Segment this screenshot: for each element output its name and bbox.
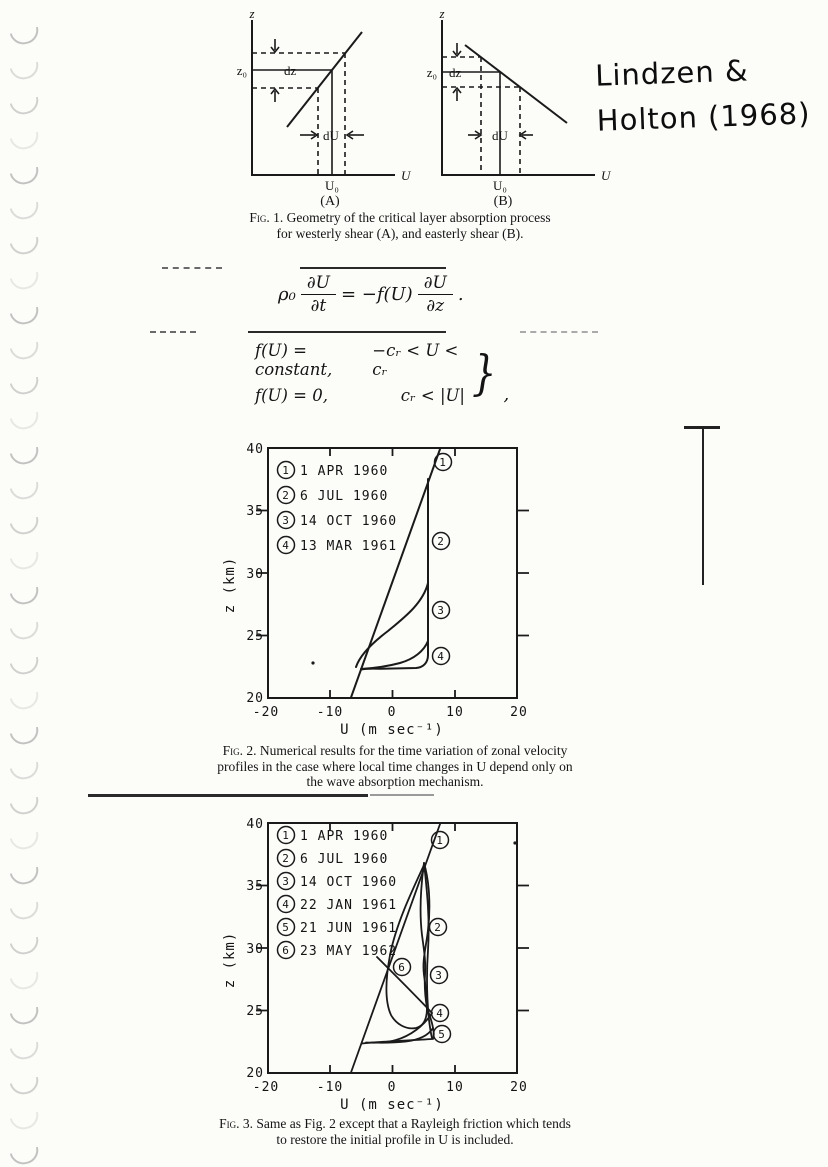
fig1-panelB-du-label: dU	[492, 128, 508, 143]
binder-hole-shadow	[10, 692, 42, 713]
binder-hole-shadow	[10, 27, 42, 48]
binder-hole-shadow	[10, 62, 42, 83]
binder-hole-shadow	[10, 937, 42, 958]
fig2-curve-badges	[433, 454, 452, 665]
binder-hole-shadow	[10, 762, 42, 783]
fig1-panelA-du-label: dU	[323, 128, 339, 143]
fig1-caption-label: Fig. 1.	[249, 210, 284, 225]
handwriting-line1: Lindzen &	[594, 53, 750, 93]
binder-hole-shadow	[10, 1147, 42, 1167]
fig3-xtick-10: 10	[446, 1080, 464, 1095]
fig2-badge-num-3: 3	[437, 604, 445, 617]
fig2-ytick-25: 25	[246, 629, 264, 644]
binder-hole-shadow	[10, 972, 42, 993]
fig3-legend-num-3: 3	[282, 875, 290, 888]
scan-rule-fragment	[370, 794, 434, 796]
binder-hole-shadow	[10, 727, 42, 748]
fig1-caption-line1: Fig. 1. Geometry of the critical layer absorption process	[249, 210, 551, 225]
fig3-ytick-20: 20	[246, 1066, 264, 1081]
binder-hole-shadow	[10, 412, 42, 433]
fig2-xtick-m20: -20	[252, 705, 280, 720]
binder-hole-shadow	[10, 657, 42, 678]
fig2-plot	[220, 435, 540, 740]
fig3-xtick-m20: -20	[252, 1080, 280, 1095]
fig3-legend-label-4: 22 JAN 1961	[300, 898, 398, 913]
fig1-panelB-tag: (B)	[493, 194, 513, 208]
fig1-panelB-z0-label: z₀	[426, 65, 437, 80]
fig2-legend-label-2: 6 JUL 1960	[300, 489, 389, 504]
fig2-legend-label-3: 14 OCT 1960	[300, 514, 398, 529]
fig3-legend-num-4: 4	[282, 898, 290, 911]
fig1-panelB-uaxis-label: U	[601, 168, 611, 183]
fig1-panelA-tag: (A)	[320, 194, 340, 208]
fig3-legend-num-1: 1	[282, 829, 290, 842]
fig2-legend-label-1: 1 APR 1960	[300, 464, 389, 479]
fig1-caption	[205, 210, 595, 241]
fig3-ytick-35: 35	[246, 879, 264, 894]
handwriting-line2: Holton (1968)	[596, 96, 812, 138]
binder-hole-shadow	[10, 867, 42, 888]
fig2-legend	[278, 462, 398, 555]
fig3-caption-label: Fig. 3.	[219, 1116, 253, 1131]
fig2-yaxis-title: z (km)	[222, 556, 238, 614]
binder-hole-shadow	[10, 1007, 42, 1028]
scan-rule-fragment	[150, 331, 196, 333]
fig2-plot-frame	[268, 448, 517, 698]
fig3-legend-label-5: 21 JUN 1961	[300, 921, 398, 936]
eq1-coefficient: ρ₀	[278, 284, 296, 305]
fig3-ytick-30: 30	[246, 942, 264, 957]
binder-hole-shadow	[10, 832, 42, 853]
fig1-panelB-u0-label: U₀	[493, 178, 507, 193]
fig2-legend-num-4: 4	[282, 539, 290, 552]
eq1-fraction-lhs: $\frac{\partial U}{\partial t}$	[301, 273, 336, 316]
eq1-period: .	[457, 284, 464, 305]
fig2-xtick-10: 10	[446, 705, 464, 720]
binder-hole-shadow	[10, 1112, 42, 1133]
binder-hole-shadow	[10, 1077, 42, 1098]
margin-mark-vertical	[702, 427, 704, 585]
fig2-ytick-40: 40	[246, 442, 264, 457]
fig1-panelB-dz-label: dz	[449, 65, 462, 80]
equation-momentum	[278, 273, 464, 316]
fig2-xtick-m10: -10	[316, 705, 344, 720]
eq2-rows	[255, 341, 465, 405]
fig2-curves	[351, 448, 441, 698]
eq2-comma: ,	[503, 384, 510, 405]
fig2-legend-num-3: 3	[282, 514, 290, 527]
fig1-panelA-z0-label: z₀	[236, 63, 247, 78]
eq1-middle: = −f(U)	[340, 284, 413, 305]
fig1-diagram	[200, 10, 620, 208]
binder-hole-shadow	[10, 272, 42, 293]
fig1-caption-line2: for westerly shear (A), and easterly shear (B).	[276, 225, 524, 241]
fig2-caption-label: Fig. 2.	[222, 743, 257, 758]
fig2-xtick-0: 0	[387, 705, 397, 720]
binder-hole-shadow	[10, 1042, 42, 1063]
fig3-legend-label-1: 1 APR 1960	[300, 829, 389, 844]
fig3-legend-num-5: 5	[282, 921, 290, 934]
fig3-legend	[278, 827, 398, 960]
binder-hole-shadow	[10, 97, 42, 118]
binder-hole-shadow	[10, 342, 42, 363]
scan-rule	[248, 331, 446, 333]
fig3-legend-label-3: 14 OCT 1960	[300, 875, 398, 890]
fig3-badge-num-4: 4	[436, 1007, 444, 1020]
fig1-panelB-axes	[442, 20, 595, 175]
margin-mark-top	[684, 426, 720, 429]
fig1-panelA-axes	[252, 20, 395, 175]
fig3-badge-num-6: 6	[398, 961, 406, 974]
fig3-xaxis-title: U (m sec⁻¹)	[340, 1097, 444, 1113]
fig3-caption-line1: Fig. 3. Same as Fig. 2 except that a Rayleigh friction which tends	[219, 1116, 571, 1131]
fig3-xtick-m10: -10	[316, 1080, 344, 1095]
fig2-badge-num-1: 1	[439, 456, 447, 469]
fig2-caption	[140, 743, 650, 790]
fig2-ticks	[256, 448, 529, 698]
fig3-curve-4	[366, 1013, 432, 1043]
eq2-row2: f(U) = 0, cᵣ < |U|	[255, 386, 465, 405]
binder-hole-shadow	[10, 517, 42, 538]
scan-rule-fragment	[520, 331, 598, 333]
fig3-legend-label-2: 6 JUL 1960	[300, 852, 389, 867]
fig1-panelB-zaxis-label: z	[439, 10, 445, 21]
fig1-panelA-zaxis-label: z	[249, 10, 255, 21]
fig2-xtick-20: 20	[510, 705, 528, 720]
fig2-legend-label-4: 13 MAR 1961	[300, 539, 398, 554]
fig2-ytick-30: 30	[246, 567, 264, 582]
binder-hole-shadow	[10, 307, 42, 328]
fig3-yaxis-title: z (km)	[222, 931, 238, 989]
scan-rule	[88, 794, 368, 797]
binder-hole-shadow	[10, 237, 42, 258]
fig3-badge-num-3: 3	[435, 969, 443, 982]
fig1-panelA-dz-label: dz	[284, 63, 297, 78]
fig1-panelA-uaxis-label: U	[401, 168, 411, 183]
handwritten-annotation	[594, 46, 811, 143]
fig2-badge-num-2: 2	[437, 535, 445, 548]
binder-hole-shadow	[10, 797, 42, 818]
fig3-legend-num-2: 2	[282, 852, 290, 865]
binder-hole-shadow	[10, 377, 42, 398]
fig3-xtick-20: 20	[510, 1080, 528, 1095]
fig1-panelA-u0-label: U₀	[325, 178, 339, 193]
fig2-caption-line1: Fig. 2. Numerical results for the time variation of zonal velocity	[222, 743, 568, 758]
fig3-xtick-0: 0	[387, 1080, 397, 1095]
binder-hole-shadow	[10, 587, 42, 608]
binder-hole-shadow	[10, 167, 42, 188]
binder-hole-shadow	[10, 622, 42, 643]
scan-speck	[513, 841, 516, 844]
eq1-fraction-rhs: $\frac{\partial U}{\partial z}$	[418, 273, 453, 316]
fig2-legend-num-1: 1	[282, 464, 290, 477]
scan-rule-fragment	[162, 267, 222, 269]
binder-hole-shadow	[10, 482, 42, 503]
binder-hole-shadow	[10, 902, 42, 923]
eq2-row1: f(U) = constant, −cᵣ < U < cᵣ	[255, 341, 459, 379]
fig3-legend-label-6: 23 MAY 1962	[300, 944, 398, 959]
fig3-legend-num-6: 6	[282, 944, 290, 957]
fig3-badge-num-1: 1	[436, 834, 444, 847]
fig2-caption-line2: profiles in the case where local time changes in U depend only on	[217, 758, 573, 774]
fig2-legend-num-2: 2	[282, 489, 290, 502]
fig2-ytick-20: 20	[246, 691, 264, 706]
fig2-caption-line3: the wave absorption mechanism.	[306, 774, 484, 789]
eq2-brace: }	[472, 345, 497, 401]
binder-hole-shadow	[10, 202, 42, 223]
scan-speck	[311, 661, 314, 664]
scan-rule	[300, 267, 446, 269]
binder-hole-shadow	[10, 132, 42, 153]
fig3-ytick-40: 40	[246, 817, 264, 832]
binder-hole-shadow	[10, 447, 42, 468]
fig1-panelA-lines	[252, 39, 364, 175]
fig2-ytick-35: 35	[246, 504, 264, 519]
fig3-caption-line2: to restore the initial profile in U is included.	[276, 1131, 514, 1147]
fig3-caption	[140, 1116, 650, 1147]
fig3-plot	[220, 810, 540, 1115]
fig3-badge-num-2: 2	[434, 921, 442, 934]
binder-hole-shadow	[10, 552, 42, 573]
fig2-badge-num-4: 4	[437, 650, 445, 663]
fig2-xaxis-title: U (m sec⁻¹)	[340, 722, 444, 738]
fig3-badge-num-5: 5	[438, 1028, 446, 1041]
equation-fU-definition	[255, 341, 509, 405]
fig3-ytick-25: 25	[246, 1004, 264, 1019]
